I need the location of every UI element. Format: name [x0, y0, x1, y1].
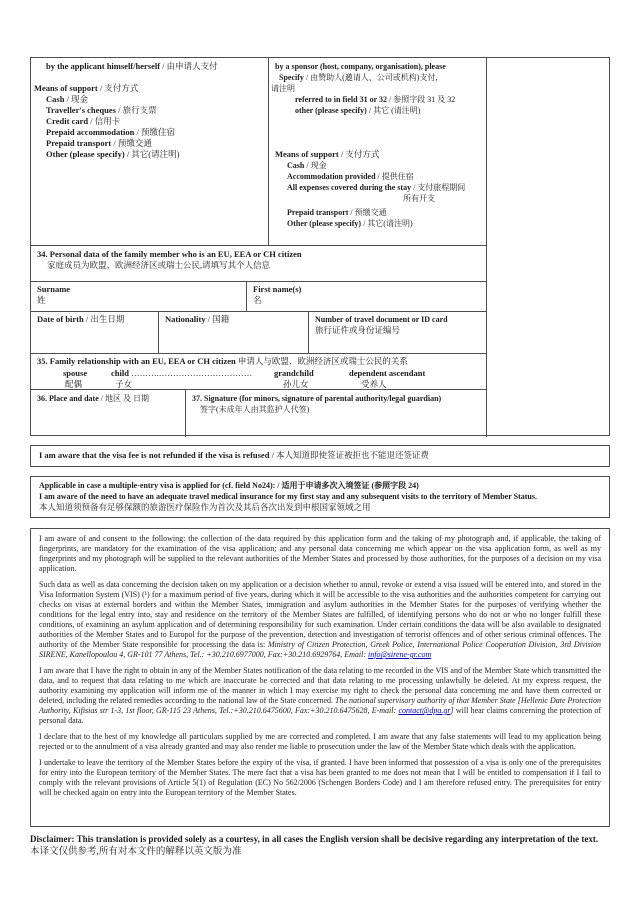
- spouse-option-zh: 配偶: [65, 379, 83, 389]
- signature-cell: [186, 389, 486, 437]
- date-of-birth-field: [31, 311, 159, 353]
- disclaimer: [30, 834, 610, 859]
- travel-document-number-field: [309, 311, 486, 353]
- first-name-field: [247, 281, 486, 311]
- consent-paragraph-3: I am aware that I have the right to obtain in any of the Member States notification of the data relating to me recorded in the VIS and of the Member State which transmitted the data, and to request that data relating to me which are inaccurate be corrected and that data relating to me processing unlawfully be deleted. At my express request, the authority examining my application will inform me of the manner in which I may exercise my right to check the personal data concerning me and have them corrected or deleted, including the related remedies according to the national law of the State concerned. The national supervisory authority of that Member State [Hellenic Date Protection Authority, Kifisias str 1-3, 1st floor, GR-115 23 Athens, Tel.:+30.210.6475600, Fax:+30.210.6475628, E-mail: contact@dpa.gr] will hear claims concerning the protection of personal data.: [39, 666, 602, 725]
- option-referred-field-31-32: referred to in field 31 or 32 / 参照字段 31 及 32: [295, 95, 456, 104]
- visa-fee-notice: [30, 445, 610, 467]
- payment-self-label: by the applicant himself/herself / 由申请人支付: [46, 61, 218, 71]
- payment-self-cell: [31, 58, 269, 245]
- option-all-expenses-cont: 所有开支: [403, 194, 435, 203]
- option-travellers-cheques: Traveller's cheques / 旅行支票: [46, 105, 157, 115]
- consent-paragraph-4: I declare that to the best of my knowledge all particulars supplied by me are corrected and completed. I am aware that any false statements will lead to my application being rejected or to the annulment of a visa already granted and may also render me liable to prosecution under the law of the Member State which deals with the application.: [39, 732, 601, 751]
- first-name-label-en: First name(s): [253, 284, 302, 294]
- option-prepaid-accommodation: Prepaid accommodation / 预缴住宿: [46, 127, 176, 137]
- consent-paragraph-2: Such data as well as data concerning the decision taken on my application or a decision whether to annul, revoke or extend a visa issued will be entered into, and stored in the Visa Information System (VIS) (¹) for a maximum period of five years, during which it will be accessible to the visa authorities and the authorities competent for carrying out checks on visas at external borders and within the Member States, immigration and asylum authorities in the Member States for the purposes of verifying whether the conditions for the legal entry into, stay and residence on the territory of the Member States are fulfilled, of identifying persons who do not or who no longer fulfill these conditions, of examining an asylum application and of determining responsibility for such examination. Under certain conditions the data will be also available to designated authorities of the Member States and to Europol for the purpose of the prevention, detection and investigation of terrorist offences and of other serious criminal offences. The authority of the Member State responsible for processing the data is: Ministry of Citizen Protection, Greek Police, International Police Cooperation Division, 3rd Division SIRENE, Kanellopoulou 4, GR-101 77 Athens, Tel.: +30.210.6977000, Fax:+30.210.6929764, Email: info@sirene-gr.com: [39, 580, 601, 659]
- option-sponsor-other: other (please specify) / 其它 (请注明): [295, 106, 421, 115]
- travel-document-number-label-zh: 旅行证件或身份证编号: [315, 325, 401, 335]
- place-and-date-label: 36. Place and date / 地区 及 日期: [37, 394, 150, 403]
- date-of-birth-label: Date of birth / 出生日期: [37, 314, 125, 324]
- form-table: [30, 57, 610, 436]
- option-credit-card: Credit card / 信用卡: [46, 116, 121, 126]
- multiple-entry-line3: 本人知道须预备有足够保额的旅游医疗保险作为首次及其后各次出发到申根国家领域之用: [39, 502, 371, 512]
- surname-label-zh: 姓: [37, 295, 46, 305]
- payment-sponsor-cell: [269, 58, 486, 245]
- option-all-expenses: All expenses covered during the stay / 支付旅程期间: [287, 183, 466, 192]
- consent-text-box: [30, 528, 610, 827]
- dependent-ascendant-option: dependent ascendant: [349, 368, 426, 378]
- dpa-email-link[interactable]: contact@dpa.gr: [398, 706, 451, 715]
- place-and-date-cell: [31, 389, 186, 437]
- option-prepaid-transport-2: Prepaid transport / 预缴交通: [287, 208, 387, 217]
- grandchild-option-zh: 孙儿女: [283, 379, 309, 389]
- disclaimer-zh: 本译文仅供参考,所有对本文件的解释以英文版为准: [30, 846, 242, 857]
- section-34-header: [31, 245, 486, 281]
- option-cash-2: Cash / 现金: [287, 161, 327, 170]
- multiple-entry-line1: Applicable in case a multiple-entry visa is applied for (cf. field No24): / 适用于申请多次入境签证 (参照字段 24): [39, 481, 419, 490]
- surname-label-en: Surname: [37, 284, 71, 294]
- means-of-support-label-2: Means of support / 支付方式: [275, 149, 380, 159]
- sirene-email-link[interactable]: info@sirene-gr.com: [368, 650, 432, 659]
- sponsor-label-line3: 请注明: [271, 84, 295, 93]
- option-cash: Cash / 现金: [46, 94, 89, 104]
- consent-paragraph-1: I am aware of and consent to the following: the collection of the data required by this application form and the taking of my photograph and, if applicable, the taking of fingerprints, are mandatory for the examination of the visa application; and any personal data concerning me which appear on the visa application form, as well as my fingerprints and my photograph will be supplied to the relevant authorities of the Member States and processed by those authorities, for the purposes of a decision on my visa application.: [39, 534, 601, 573]
- child-option: child ……….……………………………: [111, 368, 253, 378]
- section-34-title-zh: 家庭成员为欧盟、欧洲经济区或瑞士公民,请填写其个人信息: [47, 260, 271, 270]
- option-other: Other (please specify) / 其它(请注明): [46, 149, 180, 159]
- section-35-title: 35. Family relationship with an EU, EEA or CH citizen 申请人与欧盟、欧洲经济区或瑞士公民的关系: [37, 356, 408, 366]
- spouse-option: spouse: [63, 368, 88, 378]
- multiple-entry-line2: I am aware of the need to have an adequate travel medical insurance for my first stay and any subsequent visits to the territory of Member Status.: [39, 492, 537, 501]
- option-accommodation-provided: Accommodation provided / 提供住宿: [287, 172, 414, 181]
- nationality-label: Nationality / 国籍: [165, 314, 230, 324]
- surname-field: [31, 281, 247, 311]
- option-prepaid-transport: Prepaid transport / 预缴交通: [46, 138, 152, 148]
- sponsor-label-line1: by a sponsor (host, company, organisation), please: [275, 62, 446, 71]
- first-name-label-zh: 名: [253, 295, 262, 305]
- nationality-field: [159, 311, 309, 353]
- dependent-ascendant-option-zh: 受养人: [361, 379, 387, 389]
- child-option-zh: 子女: [115, 379, 133, 389]
- official-use-column: [486, 58, 611, 437]
- multiple-entry-notice: [30, 476, 610, 518]
- means-of-support-label: Means of support / 支付方式: [34, 83, 139, 93]
- signature-label-en: 37. Signature (for minors, signature of parental authority/legal guardian): [192, 394, 442, 403]
- consent-paragraph-5: I undertake to leave the territory of the Member States before the expiry of the visa, if granted. I have been informed that possession of a visa is only one of the prerequisites for entry into the European territory of the Member States. The mere fact that a visa has been granted to me does not mean that I will be entitled to compensation if I fail to comply with the relevant provisions of Article 5(1) of Regulation (EC) No 562/2006 (Schengen Borders Code) and I am therefore refused entry. The prerequisites for entry will be checked again on entry into the European territory of the Member States.: [39, 758, 601, 797]
- disclaimer-en: Disclaimer: This translation is provided solely as a courtesy, in all cases the English version shall be decisive regarding any interpretation of the text.: [30, 834, 599, 844]
- visa-fee-notice-text: I am aware that the visa fee is not refunded if the visa is refused / 本人知道即使签证被拒也不能退还签证费: [39, 450, 430, 460]
- option-other-2: Other (please specify) / 其它(请注明): [287, 219, 413, 228]
- travel-document-number-label-en: Number of travel document or ID card: [315, 315, 448, 324]
- section-34-title-en: 34. Personal data of the family member who is an EU, EEA or CH citizen: [37, 249, 302, 259]
- section-35-row: [31, 353, 486, 389]
- grandchild-option: grandchild: [274, 368, 314, 378]
- sponsor-label-line2: Specify / 由赞助人(邀请人、公司或机构)支付,: [279, 73, 438, 82]
- signature-label-zh: 签字(未成年人由其监护人代签): [200, 405, 310, 414]
